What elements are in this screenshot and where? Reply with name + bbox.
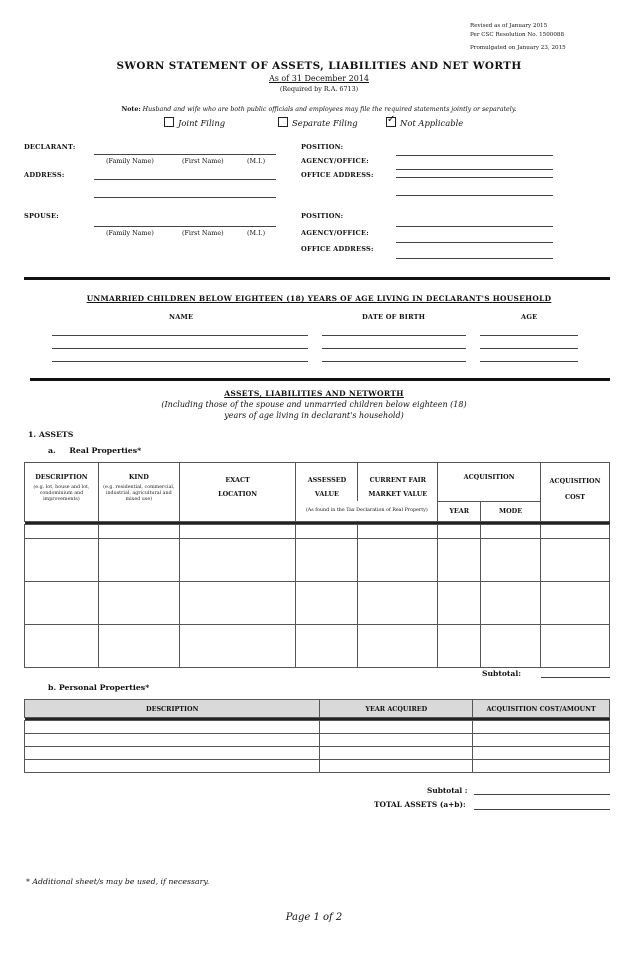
address-field-2[interactable] bbox=[94, 197, 276, 198]
joint-filing-checkbox[interactable] bbox=[164, 117, 174, 127]
col-acq-cost bbox=[541, 463, 610, 522]
declarant-family-name-hint: (Family Name) bbox=[106, 157, 154, 165]
col-acquisition: ACQUISITION bbox=[438, 463, 541, 502]
personal-property-row[interactable] bbox=[25, 747, 610, 760]
col-market-label-1: CURRENT FAIR bbox=[369, 476, 426, 484]
revised-text: Revised as of January 2015 bbox=[470, 23, 548, 29]
spouse-office-address-field[interactable] bbox=[396, 258, 553, 259]
personal-col-cost: ACQUISITION COST/AMOUNT bbox=[473, 700, 610, 718]
declarant-office-address-field-2[interactable] bbox=[396, 195, 553, 196]
real-property-row[interactable] bbox=[25, 581, 610, 624]
tax-declaration-hint: (As found in the Tax Declaration of Real Property) bbox=[296, 501, 438, 521]
resolution-text: Per CSC Resolution No. 1500088 bbox=[470, 32, 565, 38]
real-property-row[interactable] bbox=[25, 624, 610, 667]
col-description bbox=[25, 463, 99, 522]
col-location-label-1: EXACT bbox=[225, 476, 250, 484]
col-market-label-2: MARKET VALUE bbox=[368, 490, 428, 498]
declarant-agency-label: AGENCY/OFFICE: bbox=[301, 157, 369, 165]
revision-note bbox=[470, 22, 566, 53]
spouse-position-label: POSITION: bbox=[301, 212, 344, 220]
real-subtotal-label: Subtotal: bbox=[482, 669, 522, 678]
spouse-name-field[interactable] bbox=[94, 226, 276, 227]
declarant-office-address-label: OFFICE ADDRESS: bbox=[301, 171, 374, 179]
address-label: ADDRESS: bbox=[24, 171, 65, 179]
child-age-field-3[interactable] bbox=[480, 361, 578, 362]
children-name-header: NAME bbox=[169, 313, 194, 321]
spouse-agency-label: AGENCY/OFFICE: bbox=[301, 229, 369, 237]
child-name-field-2[interactable] bbox=[52, 348, 308, 349]
child-dob-field-3[interactable] bbox=[322, 361, 466, 362]
not-applicable-option[interactable] bbox=[386, 117, 463, 128]
spouse-family-name-hint: (Family Name) bbox=[106, 229, 154, 237]
real-property-row[interactable] bbox=[25, 524, 610, 538]
section-divider-2 bbox=[30, 378, 610, 381]
personal-col-description: DESCRIPTION bbox=[25, 700, 320, 718]
col-description-label: DESCRIPTION bbox=[35, 473, 88, 481]
declarant-mi-hint: (M.I.) bbox=[247, 157, 266, 165]
personal-property-row[interactable] bbox=[25, 721, 610, 734]
declarant-label: DECLARANT: bbox=[24, 143, 76, 151]
col-assessed bbox=[296, 463, 358, 502]
col-acq-cost-label-2: COST bbox=[564, 493, 586, 501]
real-properties-table bbox=[24, 462, 610, 668]
spouse-label: SPOUSE: bbox=[24, 212, 59, 220]
col-acq-cost-label-1: ACQUISITION bbox=[549, 477, 601, 485]
personal-properties-label: b. Personal Properties* bbox=[48, 683, 150, 692]
col-kind-label: KIND bbox=[128, 473, 149, 481]
col-location bbox=[179, 463, 296, 522]
col-year: YEAR bbox=[438, 501, 481, 521]
child-age-field-2[interactable] bbox=[480, 348, 578, 349]
real-properties-label: a. Real Properties* bbox=[48, 446, 142, 455]
personal-properties-table bbox=[24, 699, 610, 773]
page-number: Page 1 of 2 bbox=[285, 912, 343, 923]
col-assessed-label-2: VALUE bbox=[314, 490, 339, 498]
total-assets-field[interactable] bbox=[474, 809, 610, 810]
col-assessed-label-1: ASSESSED bbox=[307, 476, 347, 484]
address-field-1[interactable] bbox=[94, 179, 276, 180]
required-by: (Required by R.A. 6713) bbox=[279, 85, 359, 93]
child-name-field-1[interactable] bbox=[52, 335, 308, 336]
section-divider-1 bbox=[24, 277, 610, 280]
declarant-position-field[interactable] bbox=[396, 155, 553, 156]
spouse-first-name-hint: (First Name) bbox=[182, 229, 224, 237]
personal-property-row[interactable] bbox=[25, 734, 610, 747]
assets-label: 1. ASSETS bbox=[28, 430, 74, 439]
child-name-field-3[interactable] bbox=[52, 361, 308, 362]
not-applicable-label: Not Applicable bbox=[400, 118, 464, 128]
spouse-mi-hint: (M.I.) bbox=[247, 229, 266, 237]
col-mode: MODE bbox=[481, 501, 541, 521]
declarant-name-field[interactable] bbox=[94, 154, 276, 155]
spouse-office-address-label: OFFICE ADDRESS: bbox=[301, 245, 374, 253]
declarant-position-label: POSITION: bbox=[301, 143, 344, 151]
declarant-office-address-field-1[interactable] bbox=[396, 177, 553, 178]
note-text: Husband and wife who are both public officials and employees may file the required statements jointly or separately. bbox=[142, 106, 517, 113]
col-location-label-2: LOCATION bbox=[218, 490, 258, 498]
total-assets-label: TOTAL ASSETS (a+b): bbox=[374, 800, 466, 809]
separate-filing-checkbox[interactable] bbox=[278, 117, 288, 127]
spouse-agency-field[interactable] bbox=[396, 242, 553, 243]
personal-property-row[interactable] bbox=[25, 760, 610, 773]
declarant-agency-field[interactable] bbox=[396, 169, 553, 170]
personal-subtotal-field[interactable] bbox=[474, 794, 610, 795]
children-age-header: AGE bbox=[521, 313, 538, 321]
assets-subheading-1: (Including those of the spouse and unmarried children below eighteen (18) bbox=[161, 400, 467, 409]
assets-subheading-2: years of age living in declarant's household) bbox=[224, 411, 404, 420]
footnote: * Additional sheet/s may be used, if necessary. bbox=[26, 877, 210, 886]
real-property-row[interactable] bbox=[25, 538, 610, 581]
as-of-date: As of 31 December 2014 bbox=[269, 74, 369, 83]
joint-filing-option[interactable] bbox=[164, 117, 225, 128]
declarant-first-name-hint: (First Name) bbox=[182, 157, 224, 165]
child-dob-field-1[interactable] bbox=[322, 335, 466, 336]
col-kind bbox=[98, 463, 179, 522]
filing-note bbox=[0, 106, 638, 113]
joint-filing-label: Joint Filing bbox=[178, 118, 226, 128]
child-age-field-1[interactable] bbox=[480, 335, 578, 336]
children-dob-header: DATE OF BIRTH bbox=[362, 313, 426, 321]
child-dob-field-2[interactable] bbox=[322, 348, 466, 349]
not-applicable-checkbox[interactable] bbox=[386, 117, 396, 127]
promulgated-text: Promulgated on January 23, 2015 bbox=[470, 45, 566, 51]
col-description-hint: (e.g. lot, house and lot, condominium and improvements) bbox=[33, 485, 90, 502]
children-heading: UNMARRIED CHILDREN BELOW EIGHTEEN (18) YEARS OF AGE LIVING IN DECLARANT'S HOUSEHOLD bbox=[86, 294, 552, 303]
separate-filing-label: Separate Filing bbox=[292, 118, 358, 128]
col-kind-hint: (e.g. residential, commercial, industrial, agricultural and mixed use) bbox=[103, 485, 175, 502]
note-label: Note: bbox=[121, 106, 141, 113]
separate-filing-option[interactable] bbox=[278, 117, 358, 128]
personal-col-year: YEAR ACQUIRED bbox=[320, 700, 473, 718]
assets-heading: ASSETS, LIABILITIES AND NETWORTH bbox=[224, 389, 404, 398]
col-market bbox=[358, 463, 438, 502]
real-subtotal-field[interactable] bbox=[541, 677, 610, 678]
spouse-position-field[interactable] bbox=[396, 226, 553, 227]
personal-subtotal-label: Subtotal : bbox=[427, 786, 468, 795]
form-title: SWORN STATEMENT OF ASSETS, LIABILITIES AND NET WORTH bbox=[116, 60, 522, 72]
